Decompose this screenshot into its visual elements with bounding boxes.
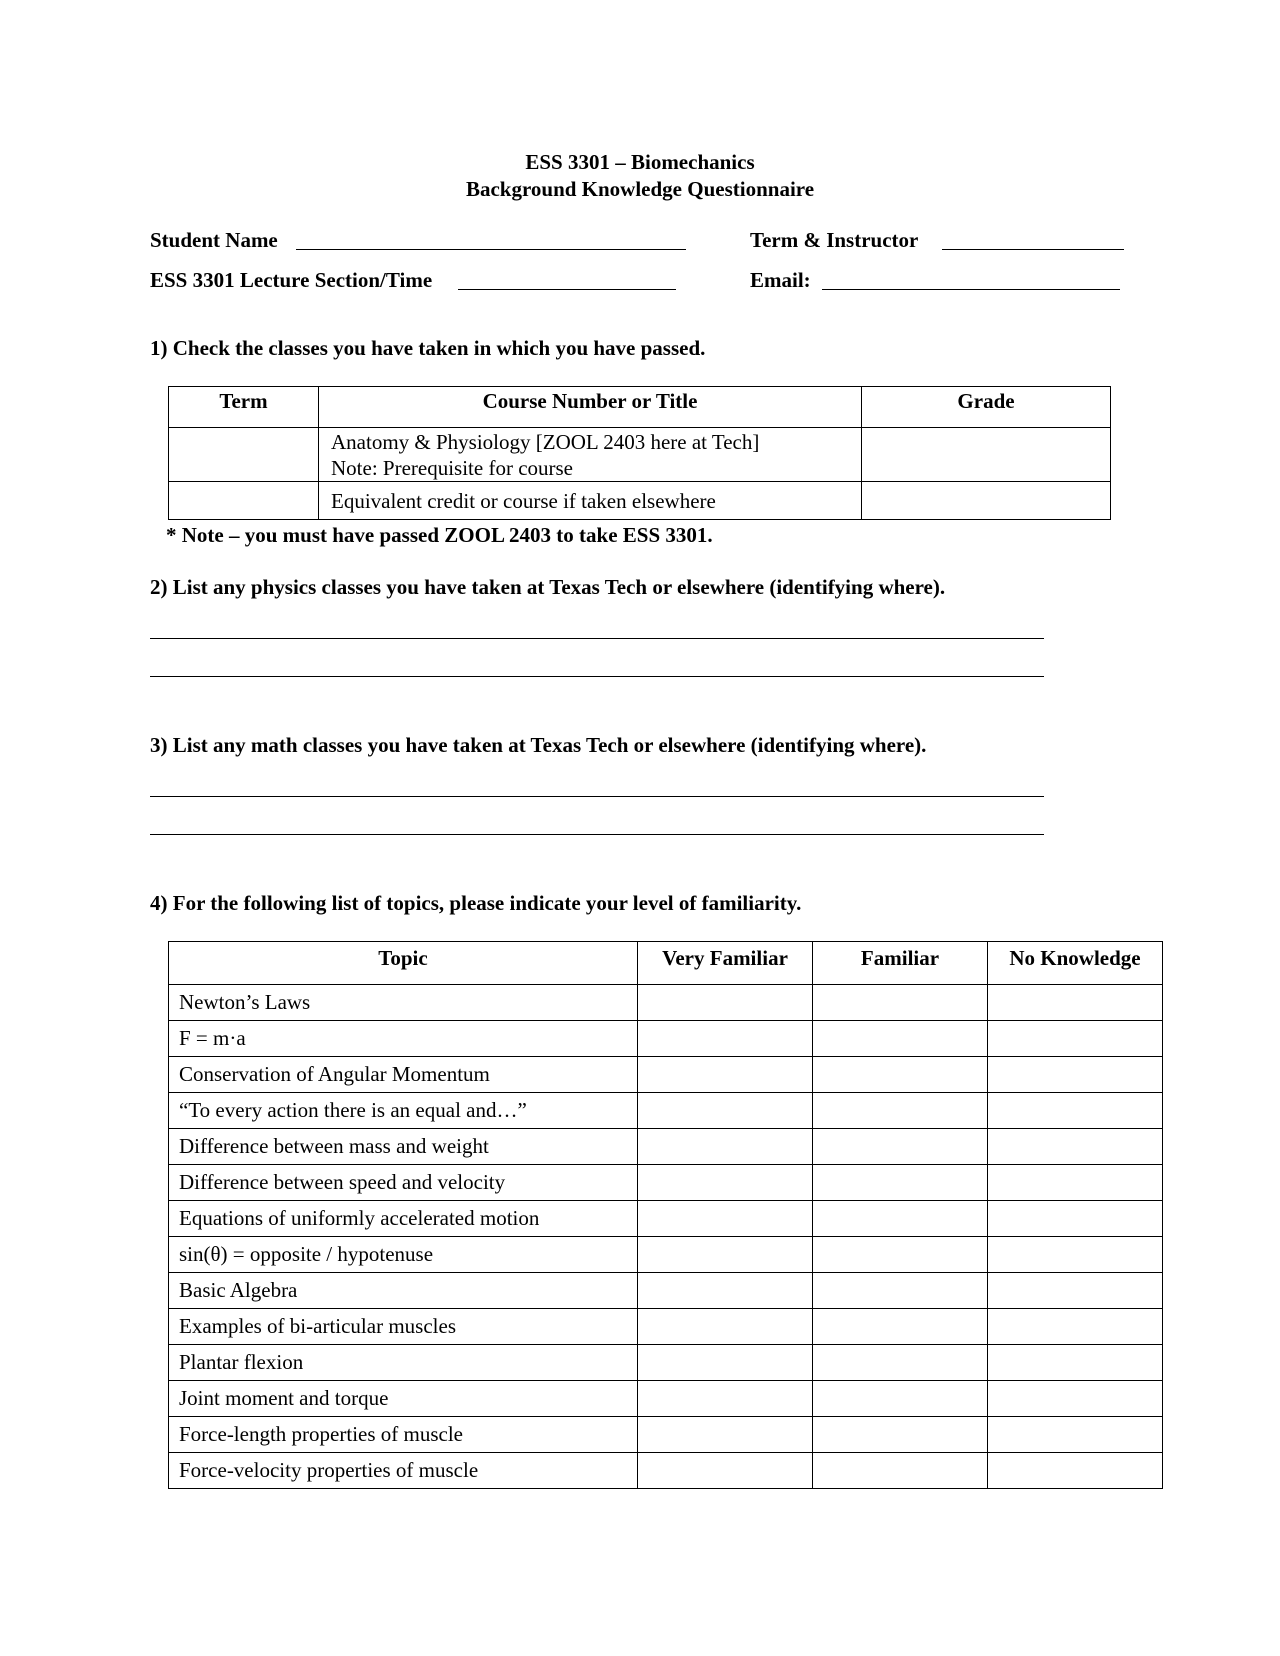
table-row (169, 1057, 1163, 1093)
student-name-field[interactable] (296, 249, 686, 250)
topic-cell: Examples of bi-articular muscles (169, 1309, 638, 1345)
table-row (169, 1417, 1163, 1453)
email-field[interactable] (822, 289, 1120, 290)
email-label: Email: (750, 268, 811, 292)
topic-cell: sin(θ) = opposite / hypotenuse (169, 1237, 638, 1273)
col-header-very-familiar: Very Familiar (638, 942, 813, 985)
table-row (169, 1273, 1163, 1309)
table-row (169, 428, 1111, 482)
topic-cell: Difference between speed and velocity (169, 1165, 638, 1201)
very-familiar-cell[interactable] (638, 1345, 813, 1381)
classes-table (168, 386, 1111, 520)
topic-cell: Basic Algebra (169, 1273, 638, 1309)
topic-cell: Force-velocity properties of muscle (169, 1453, 638, 1489)
very-familiar-cell[interactable] (638, 1201, 813, 1237)
no-knowledge-cell[interactable] (988, 985, 1163, 1021)
table-row (169, 1345, 1163, 1381)
no-knowledge-cell[interactable] (988, 1309, 1163, 1345)
familiar-cell[interactable] (813, 1273, 988, 1309)
lecture-section-label: ESS 3301 Lecture Section/Time (150, 268, 433, 292)
table-row (169, 1237, 1163, 1273)
table-row (169, 1165, 1163, 1201)
no-knowledge-cell[interactable] (988, 1165, 1163, 1201)
question-1-prompt: 1) Check the classes you have taken in which you have passed. (150, 336, 706, 360)
familiar-cell[interactable] (813, 985, 988, 1021)
very-familiar-cell[interactable] (638, 1237, 813, 1273)
no-knowledge-cell[interactable] (988, 1453, 1163, 1489)
topic-cell: Conservation of Angular Momentum (169, 1057, 638, 1093)
page-subtitle: Background Knowledge Questionnaire (465, 177, 815, 201)
familiar-cell[interactable] (813, 1309, 988, 1345)
topic-cell: Joint moment and torque (169, 1381, 638, 1417)
table-row (169, 1021, 1163, 1057)
question-3-prompt: 3) List any math classes you have taken at Texas Tech or elsewhere (identifying where). (150, 733, 927, 757)
very-familiar-cell[interactable] (638, 1381, 813, 1417)
table-row (169, 1453, 1163, 1489)
familiar-cell[interactable] (813, 1345, 988, 1381)
table-row (169, 1201, 1163, 1237)
grade-cell[interactable] (862, 428, 1111, 482)
familiar-cell[interactable] (813, 1021, 988, 1057)
term-cell[interactable] (169, 428, 319, 482)
term-instructor-label: Term & Instructor (750, 228, 919, 252)
question-2-prompt: 2) List any physics classes you have taken at Texas Tech or elsewhere (identifying where). (150, 575, 946, 599)
topic-cell: Force-length properties of muscle (169, 1417, 638, 1453)
student-name-label: Student Name (150, 228, 278, 252)
course-cell (319, 428, 862, 482)
familiar-cell[interactable] (813, 1129, 988, 1165)
familiar-cell[interactable] (813, 1057, 988, 1093)
familiar-cell[interactable] (813, 1237, 988, 1273)
physics-answer-line-2[interactable] (150, 676, 1044, 677)
topic-cell: F = m·a (169, 1021, 638, 1057)
very-familiar-cell[interactable] (638, 1129, 813, 1165)
prerequisite-note: * Note – you must have passed ZOOL 2403 to take ESS 3301. (166, 523, 713, 547)
very-familiar-cell[interactable] (638, 1021, 813, 1057)
col-header-course: Course Number or Title (319, 387, 862, 428)
no-knowledge-cell[interactable] (988, 1417, 1163, 1453)
col-header-topic: Topic (169, 942, 638, 985)
no-knowledge-cell[interactable] (988, 1237, 1163, 1273)
no-knowledge-cell[interactable] (988, 1021, 1163, 1057)
course-note: Note: Prerequisite for course (331, 455, 574, 480)
very-familiar-cell[interactable] (638, 985, 813, 1021)
table-row (169, 1381, 1163, 1417)
no-knowledge-cell[interactable] (988, 1273, 1163, 1309)
topic-cell: Plantar flexion (169, 1345, 638, 1381)
physics-answer-line-1[interactable] (150, 638, 1044, 639)
col-header-no-knowledge: No Knowledge (988, 942, 1163, 985)
very-familiar-cell[interactable] (638, 1417, 813, 1453)
col-header-grade: Grade (862, 387, 1111, 428)
course-title: Equivalent credit or course if taken elsewhere (331, 488, 716, 513)
table-row (169, 985, 1163, 1021)
very-familiar-cell[interactable] (638, 1453, 813, 1489)
no-knowledge-cell[interactable] (988, 1057, 1163, 1093)
very-familiar-cell[interactable] (638, 1273, 813, 1309)
familiar-cell[interactable] (813, 1201, 988, 1237)
table-row (169, 1093, 1163, 1129)
topic-rows (169, 985, 1163, 1489)
course-title: Anatomy & Physiology [ZOOL 2403 here at Tech] (331, 429, 760, 454)
table-row (169, 482, 1111, 520)
very-familiar-cell[interactable] (638, 1309, 813, 1345)
topic-cell: Equations of uniformly accelerated motion (169, 1201, 638, 1237)
no-knowledge-cell[interactable] (988, 1129, 1163, 1165)
no-knowledge-cell[interactable] (988, 1381, 1163, 1417)
familiar-cell[interactable] (813, 1417, 988, 1453)
topic-cell: “To every action there is an equal and…” (169, 1093, 638, 1129)
no-knowledge-cell[interactable] (988, 1201, 1163, 1237)
table-row (169, 1129, 1163, 1165)
no-knowledge-cell[interactable] (988, 1093, 1163, 1129)
no-knowledge-cell[interactable] (988, 1345, 1163, 1381)
classes-table-header (169, 387, 1111, 428)
very-familiar-cell[interactable] (638, 1165, 813, 1201)
familiar-cell[interactable] (813, 1165, 988, 1201)
topic-cell: Newton’s Laws (169, 985, 638, 1021)
grade-cell[interactable] (862, 482, 1111, 520)
question-4-prompt: 4) For the following list of topics, please indicate your level of familiarity. (150, 891, 802, 915)
term-instructor-field[interactable] (942, 249, 1124, 250)
familiar-cell[interactable] (813, 1453, 988, 1489)
lecture-section-field[interactable] (458, 289, 676, 290)
col-header-familiar: Familiar (813, 942, 988, 985)
col-header-term: Term (169, 387, 319, 428)
topic-cell: Difference between mass and weight (169, 1129, 638, 1165)
term-cell[interactable] (169, 482, 319, 520)
familiar-cell[interactable] (813, 1093, 988, 1129)
table-row (169, 1309, 1163, 1345)
math-answer-line-2[interactable] (150, 834, 1044, 835)
course-cell (319, 482, 862, 520)
familiarity-table (168, 941, 1163, 1489)
very-familiar-cell[interactable] (638, 1057, 813, 1093)
familiarity-table-header (169, 942, 1163, 985)
familiar-cell[interactable] (813, 1381, 988, 1417)
math-answer-line-1[interactable] (150, 796, 1044, 797)
very-familiar-cell[interactable] (638, 1093, 813, 1129)
page-title: ESS 3301 – Biomechanics (525, 150, 755, 174)
